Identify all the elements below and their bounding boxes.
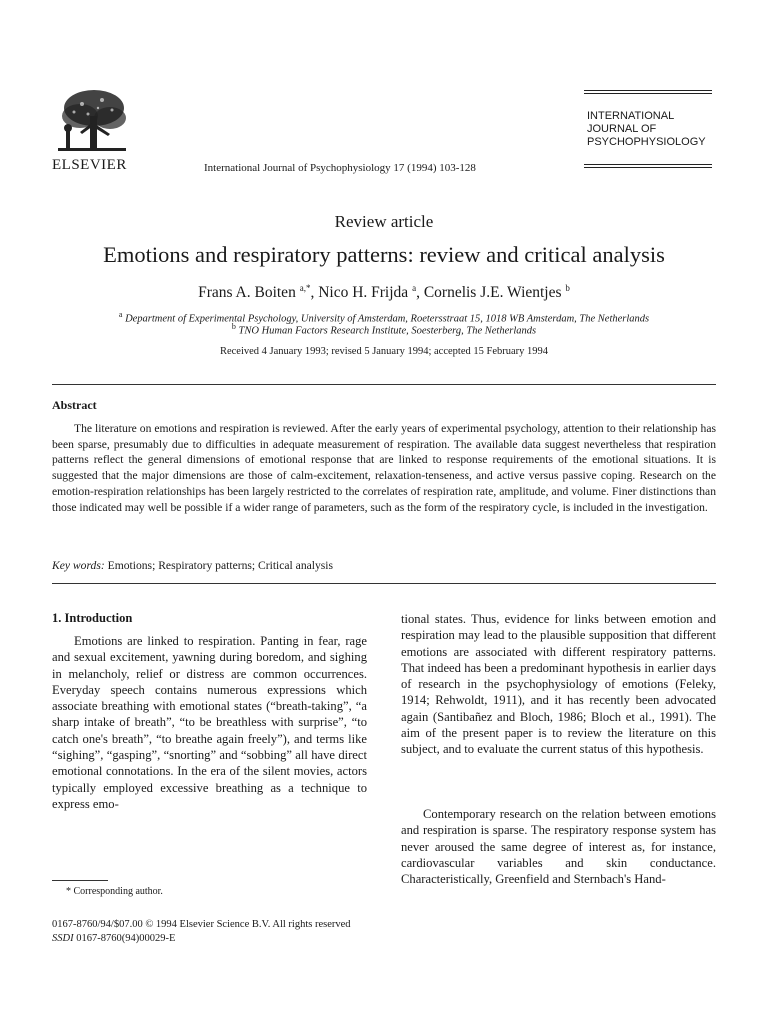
- author-affiliation-mark: a,*: [299, 283, 311, 293]
- abstract-divider-bottom: [52, 583, 716, 584]
- footnote-divider: [52, 880, 108, 881]
- journal-name-block: [587, 110, 706, 149]
- keywords-label: Key words:: [52, 559, 105, 572]
- affiliation-text: Department of Experimental Psychology, University of Amsterdam, Roetersstraat 15, 1018 WB Amsterdam, The Netherlands: [125, 313, 650, 325]
- received-dates: Received 4 January 1993; revised 5 January 1994; accepted 15 February 1994: [219, 346, 549, 357]
- journal-name-line: INTERNATIONAL: [587, 110, 675, 122]
- ssdi-line: [52, 933, 175, 944]
- keywords-line: [52, 559, 333, 572]
- author-affiliation-mark: b: [565, 283, 570, 293]
- section-heading: 1. Introduction: [52, 611, 133, 625]
- journal-rules-top: [584, 90, 712, 96]
- affiliation-text: TNO Human Factors Research Institute, Soesterberg, The Netherlands: [238, 325, 537, 337]
- author-name: Frans A. Boiten: [198, 284, 296, 302]
- body-right-column-paragraph: tional states. Thus, evidence for links between emotion and respiration may lead to the plausible supposition that different emotions are associated with different respiratory patterns. That indeed has been a predominant hypothesis in earlier days of research in the psychophysiology of emotions (Feleky, 1914; Rehwoldt, 1911), and it has recently been advocated again (Santibañez and Bloch, 1986; Bloch et al., 1991). The aim of the present paper is to review the literature on this subject, and to evaluate the current status of this hypothesis.: [401, 612, 716, 757]
- body-right-column-paragraph: Contemporary research on the relation between emotions and respiration is sparse. The respiratory response system has never aroused the same degree of interest as, for instance, cardiovascular variables and skin conductance. Characteristically, Greenfield and Sternbach's Hand-: [401, 807, 716, 887]
- author-name: Cornelis J.E. Wientjes: [423, 284, 562, 302]
- journal-rules-bottom: [584, 164, 712, 170]
- journal-citation: International Journal of Psychophysiology 17 (1994) 103-128: [204, 162, 476, 174]
- footnote: * Corresponding author.: [66, 886, 163, 897]
- keywords-list: Emotions; Respiratory patterns; Critical analysis: [107, 559, 334, 572]
- abstract-text: The literature on emotions and respiration is reviewed. After the early years of experimental psychology, attention to their relationship has been sparse, presumably due to difficulties in adequate measurement of respiration. The available data suggest nevertheless that respiration patterns reflect the general dimensions of emotional response that are linked to response requirements of the emotional situations. It is suggested that the major dimensions are those of calm-excitement, relaxation-tenseness, and active versus passive coping. Research on the emotion-respiration relationships has been largely restricted to the correlates of respiration rate, amplitude, and volume. Finer distinctions than those indicated may well be possible if a wider range of parameters, such as the form of the respiratory cycle, is included in the investigation.: [52, 422, 716, 514]
- publisher-name: ELSEVIER: [52, 157, 127, 173]
- affiliation-mark: a: [118, 310, 123, 319]
- author-name: Nico H. Frijda: [318, 284, 409, 302]
- abstract-heading: Abstract: [52, 398, 97, 412]
- affiliation-b: [0, 322, 768, 337]
- article-title: Emotions and respiratory patterns: review and critical analysis: [103, 242, 665, 267]
- abstract-divider-top: [52, 384, 716, 385]
- journal-name-line: PSYCHOPHYSIOLOGY: [587, 136, 706, 148]
- author-list: Frans A. Boiten $^{a,*}$, Nico H. Frijda $^a$, Cornelis J.E. Wientjes $^b$: [198, 283, 570, 302]
- affiliation-mark: b: [231, 322, 236, 331]
- ssdi-number: 0167-8760(94)00029-E: [76, 933, 176, 944]
- ssdi-label: SSDI: [52, 933, 74, 944]
- journal-name-line: JOURNAL OF: [587, 123, 657, 135]
- author-affiliation-mark: a: [412, 283, 417, 293]
- tree-logo-icon: [52, 86, 132, 160]
- article-type: Review article: [334, 212, 434, 231]
- body-left-column: Emotions are linked to respiration. Panting in fear, rage and sexual excitement, yawning during boredom, and sighing in melancholy, relief or distress are common occurrences. Everyday speech contains numerous expressions which associate breathing with emotional states (“breath-taking”, “a sharp intake of breath”, “to be breathless with surprise”, “to catch one's breath”, “to breathe again freely”), and terms like “sighing”, “gasping”, “snorting” and “sobbing” all have direct emotional connotations. In the era of the silent movies, actors typically employed excessive breathing as a technique to express emo-: [52, 634, 367, 811]
- copyright-line: 0167-8760/94/$07.00 © 1994 Elsevier Science B.V. All rights reserved: [52, 919, 351, 930]
- elsevier-tree-logo: [52, 86, 132, 160]
